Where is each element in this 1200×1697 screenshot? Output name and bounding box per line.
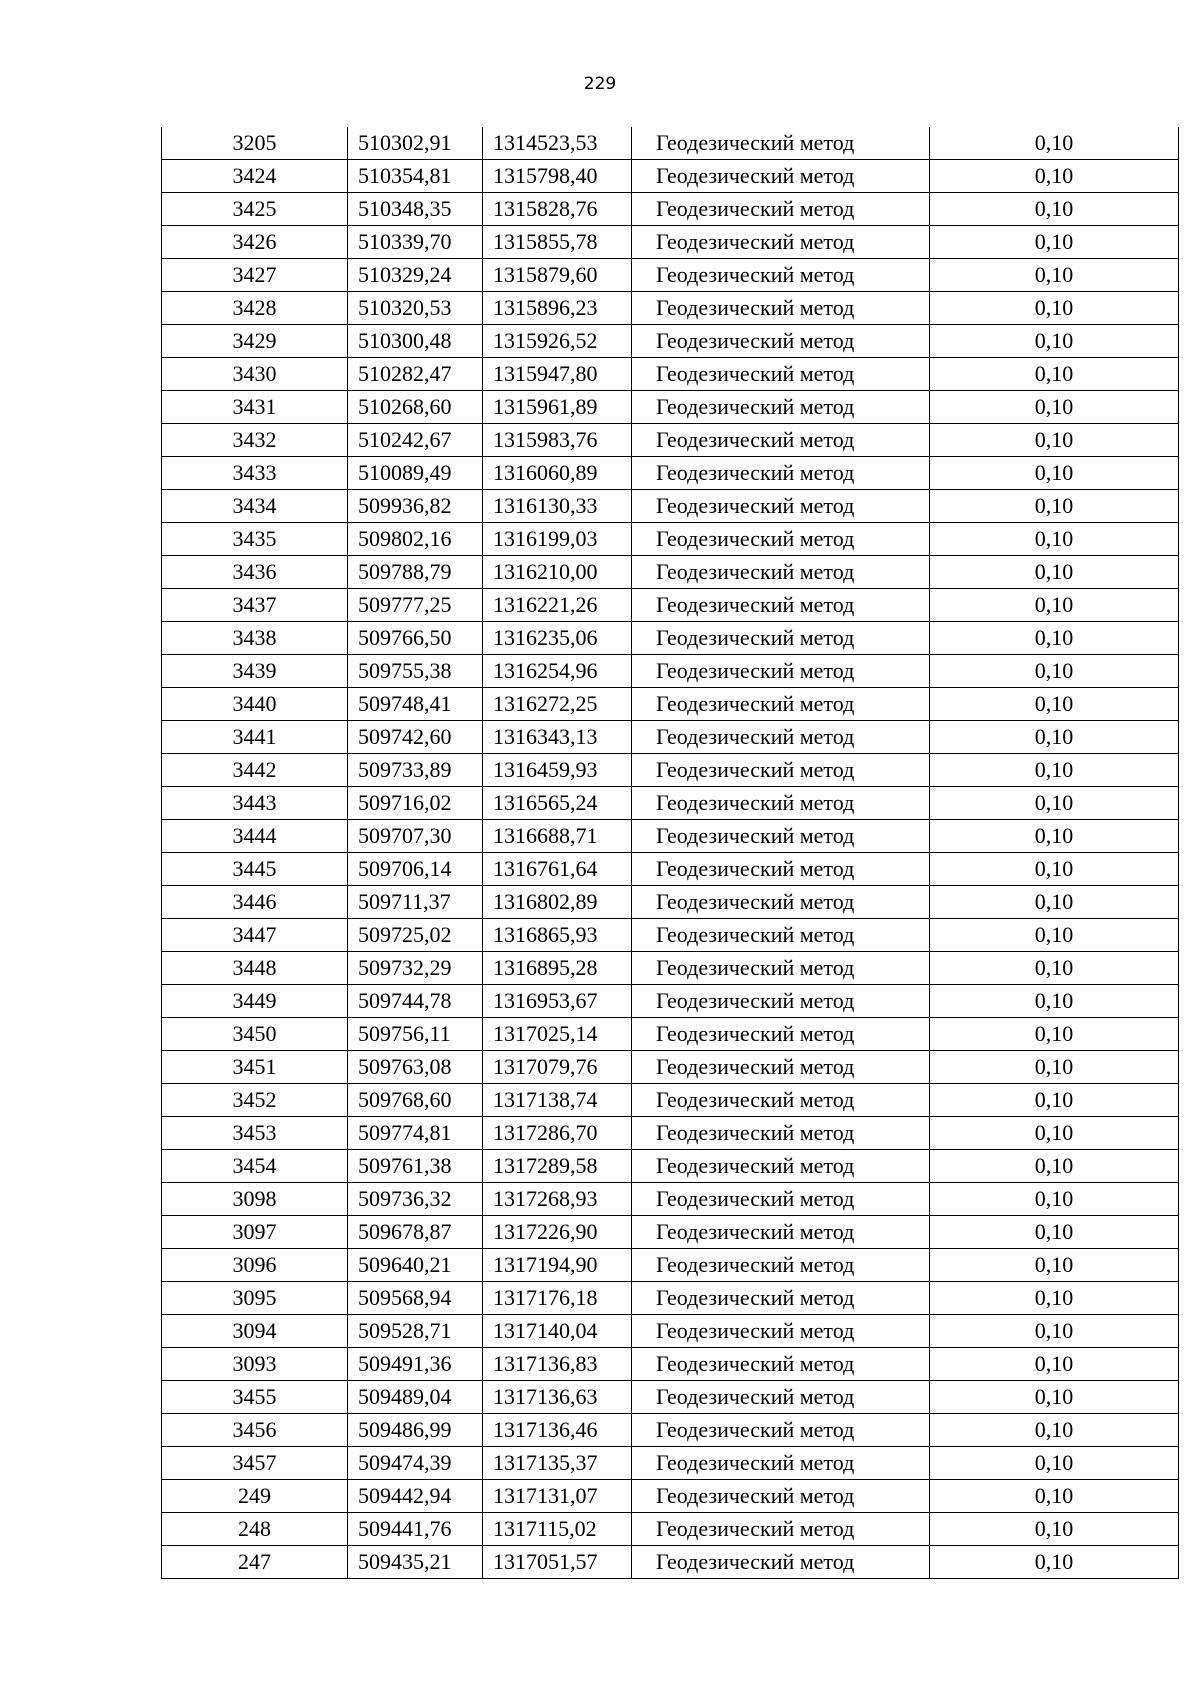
y-coordinate-cell: 1317136,46	[483, 1414, 632, 1447]
point-number-cell: 3431	[162, 391, 348, 424]
x-coordinate-cell: 509435,21	[348, 1546, 483, 1579]
table-row	[162, 622, 1179, 655]
x-coordinate-cell: 509777,25	[348, 589, 483, 622]
y-coordinate-cell: 1317131,07	[483, 1480, 632, 1513]
accuracy-cell: 0,10	[930, 1051, 1179, 1084]
point-number-cell: 3425	[162, 193, 348, 226]
accuracy-cell: 0,10	[930, 556, 1179, 589]
table-row	[162, 820, 1179, 853]
point-number-cell: 3437	[162, 589, 348, 622]
y-coordinate-cell: 1316221,26	[483, 589, 632, 622]
method-cell: Геодезический метод	[632, 1051, 930, 1084]
y-coordinate-cell: 1316343,13	[483, 721, 632, 754]
y-coordinate-cell: 1314523,53	[483, 127, 632, 160]
x-coordinate-cell: 509442,94	[348, 1480, 483, 1513]
method-cell: Геодезический метод	[632, 853, 930, 886]
table-row	[162, 1084, 1179, 1117]
accuracy-cell: 0,10	[930, 424, 1179, 457]
x-coordinate-cell: 509756,11	[348, 1018, 483, 1051]
x-coordinate-cell: 509802,16	[348, 523, 483, 556]
point-number-cell: 3440	[162, 688, 348, 721]
x-coordinate-cell: 510348,35	[348, 193, 483, 226]
method-cell: Геодезический метод	[632, 1282, 930, 1315]
point-number-cell: 3448	[162, 952, 348, 985]
y-coordinate-cell: 1316802,89	[483, 886, 632, 919]
point-number-cell: 3432	[162, 424, 348, 457]
x-coordinate-cell: 509725,02	[348, 919, 483, 952]
x-coordinate-cell: 509528,71	[348, 1315, 483, 1348]
x-coordinate-cell: 509766,50	[348, 622, 483, 655]
table-row	[162, 886, 1179, 919]
x-coordinate-cell: 509788,79	[348, 556, 483, 589]
point-number-cell: 3428	[162, 292, 348, 325]
method-cell: Геодезический метод	[632, 1348, 930, 1381]
point-number-cell: 3097	[162, 1216, 348, 1249]
accuracy-cell: 0,10	[930, 358, 1179, 391]
x-coordinate-cell: 509707,30	[348, 820, 483, 853]
y-coordinate-cell: 1316565,24	[483, 787, 632, 820]
y-coordinate-cell: 1316199,03	[483, 523, 632, 556]
point-number-cell: 3098	[162, 1183, 348, 1216]
x-coordinate-cell: 509711,37	[348, 886, 483, 919]
x-coordinate-cell: 509733,89	[348, 754, 483, 787]
table-row	[162, 688, 1179, 721]
accuracy-cell: 0,10	[930, 1315, 1179, 1348]
table-row	[162, 490, 1179, 523]
accuracy-cell: 0,10	[930, 1546, 1179, 1579]
table-row	[162, 655, 1179, 688]
method-cell: Геодезический метод	[632, 787, 930, 820]
x-coordinate-cell: 509768,60	[348, 1084, 483, 1117]
accuracy-cell: 0,10	[930, 1249, 1179, 1282]
point-number-cell: 3435	[162, 523, 348, 556]
point-number-cell: 3436	[162, 556, 348, 589]
point-number-cell: 3096	[162, 1249, 348, 1282]
method-cell: Геодезический метод	[632, 655, 930, 688]
method-cell: Геодезический метод	[632, 490, 930, 523]
accuracy-cell: 0,10	[930, 589, 1179, 622]
y-coordinate-cell: 1316895,28	[483, 952, 632, 985]
accuracy-cell: 0,10	[930, 193, 1179, 226]
table-row	[162, 424, 1179, 457]
point-number-cell: 3445	[162, 853, 348, 886]
point-number-cell: 3447	[162, 919, 348, 952]
point-number-cell: 3450	[162, 1018, 348, 1051]
table-row	[162, 1117, 1179, 1150]
table-row	[162, 325, 1179, 358]
point-number-cell: 247	[162, 1546, 348, 1579]
accuracy-cell: 0,10	[930, 259, 1179, 292]
y-coordinate-cell: 1315879,60	[483, 259, 632, 292]
y-coordinate-cell: 1317051,57	[483, 1546, 632, 1579]
point-number-cell: 3454	[162, 1150, 348, 1183]
y-coordinate-cell: 1315947,80	[483, 358, 632, 391]
table-row	[162, 1447, 1179, 1480]
x-coordinate-cell: 510329,24	[348, 259, 483, 292]
y-coordinate-cell: 1317176,18	[483, 1282, 632, 1315]
table-row	[162, 952, 1179, 985]
point-number-cell: 3441	[162, 721, 348, 754]
page-number: 229	[583, 74, 617, 94]
x-coordinate-cell: 510300,48	[348, 325, 483, 358]
accuracy-cell: 0,10	[930, 1480, 1179, 1513]
accuracy-cell: 0,10	[930, 1348, 1179, 1381]
x-coordinate-cell: 509742,60	[348, 721, 483, 754]
table-row	[162, 259, 1179, 292]
table-row	[162, 193, 1179, 226]
x-coordinate-cell: 509763,08	[348, 1051, 483, 1084]
method-cell: Геодезический метод	[632, 1381, 930, 1414]
method-cell: Геодезический метод	[632, 1084, 930, 1117]
accuracy-cell: 0,10	[930, 490, 1179, 523]
accuracy-cell: 0,10	[930, 688, 1179, 721]
point-number-cell: 3452	[162, 1084, 348, 1117]
point-number-cell: 3453	[162, 1117, 348, 1150]
table-row	[162, 1414, 1179, 1447]
method-cell: Геодезический метод	[632, 1216, 930, 1249]
accuracy-cell: 0,10	[930, 655, 1179, 688]
table-row	[162, 292, 1179, 325]
method-cell: Геодезический метод	[632, 622, 930, 655]
method-cell: Геодезический метод	[632, 1183, 930, 1216]
x-coordinate-cell: 510302,91	[348, 127, 483, 160]
point-number-cell: 3443	[162, 787, 348, 820]
accuracy-cell: 0,10	[930, 952, 1179, 985]
accuracy-cell: 0,10	[930, 1150, 1179, 1183]
accuracy-cell: 0,10	[930, 787, 1179, 820]
table-row	[162, 160, 1179, 193]
method-cell: Геодезический метод	[632, 127, 930, 160]
table-row	[162, 457, 1179, 490]
y-coordinate-cell: 1316953,67	[483, 985, 632, 1018]
method-cell: Геодезический метод	[632, 457, 930, 490]
method-cell: Геодезический метод	[632, 886, 930, 919]
table-row	[162, 919, 1179, 952]
y-coordinate-cell: 1316459,93	[483, 754, 632, 787]
table-row	[162, 226, 1179, 259]
method-cell: Геодезический метод	[632, 1447, 930, 1480]
y-coordinate-cell: 1315961,89	[483, 391, 632, 424]
y-coordinate-cell: 1317136,63	[483, 1381, 632, 1414]
point-number-cell: 3434	[162, 490, 348, 523]
table-row	[162, 1348, 1179, 1381]
y-coordinate-cell: 1317025,14	[483, 1018, 632, 1051]
accuracy-cell: 0,10	[930, 1513, 1179, 1546]
x-coordinate-cell: 509761,38	[348, 1150, 483, 1183]
method-cell: Геодезический метод	[632, 358, 930, 391]
point-number-cell: 3451	[162, 1051, 348, 1084]
method-cell: Геодезический метод	[632, 1249, 930, 1282]
method-cell: Геодезический метод	[632, 688, 930, 721]
x-coordinate-cell: 510268,60	[348, 391, 483, 424]
accuracy-cell: 0,10	[930, 325, 1179, 358]
table-row	[162, 1249, 1179, 1282]
x-coordinate-cell: 509706,14	[348, 853, 483, 886]
x-coordinate-cell: 509486,99	[348, 1414, 483, 1447]
point-number-cell: 3457	[162, 1447, 348, 1480]
method-cell: Геодезический метод	[632, 1150, 930, 1183]
table-row	[162, 721, 1179, 754]
x-coordinate-cell: 509568,94	[348, 1282, 483, 1315]
y-coordinate-cell: 1315798,40	[483, 160, 632, 193]
point-number-cell: 3444	[162, 820, 348, 853]
accuracy-cell: 0,10	[930, 1183, 1179, 1216]
table-row	[162, 1051, 1179, 1084]
method-cell: Геодезический метод	[632, 919, 930, 952]
y-coordinate-cell: 1317226,90	[483, 1216, 632, 1249]
table-row	[162, 1216, 1179, 1249]
x-coordinate-cell: 509441,76	[348, 1513, 483, 1546]
x-coordinate-cell: 509489,04	[348, 1381, 483, 1414]
x-coordinate-cell: 510354,81	[348, 160, 483, 193]
table-row	[162, 754, 1179, 787]
accuracy-cell: 0,10	[930, 523, 1179, 556]
x-coordinate-cell: 510339,70	[348, 226, 483, 259]
y-coordinate-cell: 1315926,52	[483, 325, 632, 358]
accuracy-cell: 0,10	[930, 820, 1179, 853]
x-coordinate-cell: 509774,81	[348, 1117, 483, 1150]
y-coordinate-cell: 1316060,89	[483, 457, 632, 490]
method-cell: Геодезический метод	[632, 325, 930, 358]
method-cell: Геодезический метод	[632, 259, 930, 292]
accuracy-cell: 0,10	[930, 985, 1179, 1018]
point-number-cell: 3424	[162, 160, 348, 193]
point-number-cell: 248	[162, 1513, 348, 1546]
point-number-cell: 3430	[162, 358, 348, 391]
accuracy-cell: 0,10	[930, 1018, 1179, 1051]
table-row	[162, 589, 1179, 622]
method-cell: Геодезический метод	[632, 1513, 930, 1546]
y-coordinate-cell: 1317135,37	[483, 1447, 632, 1480]
point-number-cell: 3093	[162, 1348, 348, 1381]
x-coordinate-cell: 509640,21	[348, 1249, 483, 1282]
y-coordinate-cell: 1315896,23	[483, 292, 632, 325]
point-number-cell: 249	[162, 1480, 348, 1513]
x-coordinate-cell: 510320,53	[348, 292, 483, 325]
y-coordinate-cell: 1316865,93	[483, 919, 632, 952]
table-row	[162, 1018, 1179, 1051]
accuracy-cell: 0,10	[930, 853, 1179, 886]
table-row	[162, 1513, 1179, 1546]
table-body	[162, 127, 1179, 1579]
method-cell: Геодезический метод	[632, 1414, 930, 1447]
x-coordinate-cell: 509732,29	[348, 952, 483, 985]
y-coordinate-cell: 1316688,71	[483, 820, 632, 853]
table-row	[162, 1381, 1179, 1414]
point-number-cell: 3442	[162, 754, 348, 787]
y-coordinate-cell: 1317268,93	[483, 1183, 632, 1216]
accuracy-cell: 0,10	[930, 1414, 1179, 1447]
point-number-cell: 3455	[162, 1381, 348, 1414]
x-coordinate-cell: 510282,47	[348, 358, 483, 391]
table-row	[162, 1480, 1179, 1513]
method-cell: Геодезический метод	[632, 226, 930, 259]
table-row	[162, 358, 1179, 391]
method-cell: Геодезический метод	[632, 1315, 930, 1348]
x-coordinate-cell: 509755,38	[348, 655, 483, 688]
x-coordinate-cell: 509678,87	[348, 1216, 483, 1249]
y-coordinate-cell: 1317138,74	[483, 1084, 632, 1117]
accuracy-cell: 0,10	[930, 886, 1179, 919]
accuracy-cell: 0,10	[930, 1282, 1179, 1315]
accuracy-cell: 0,10	[930, 754, 1179, 787]
accuracy-cell: 0,10	[930, 1084, 1179, 1117]
method-cell: Геодезический метод	[632, 952, 930, 985]
accuracy-cell: 0,10	[930, 1216, 1179, 1249]
point-number-cell: 3438	[162, 622, 348, 655]
point-number-cell: 3205	[162, 127, 348, 160]
table-row	[162, 1315, 1179, 1348]
accuracy-cell: 0,10	[930, 622, 1179, 655]
method-cell: Геодезический метод	[632, 424, 930, 457]
table-row	[162, 391, 1179, 424]
x-coordinate-cell: 510242,67	[348, 424, 483, 457]
table-row	[162, 127, 1179, 160]
method-cell: Геодезический метод	[632, 1546, 930, 1579]
y-coordinate-cell: 1316210,00	[483, 556, 632, 589]
x-coordinate-cell: 509744,78	[348, 985, 483, 1018]
y-coordinate-cell: 1316235,06	[483, 622, 632, 655]
point-number-cell: 3433	[162, 457, 348, 490]
method-cell: Геодезический метод	[632, 985, 930, 1018]
accuracy-cell: 0,10	[930, 160, 1179, 193]
accuracy-cell: 0,10	[930, 1117, 1179, 1150]
method-cell: Геодезический метод	[632, 292, 930, 325]
y-coordinate-cell: 1317079,76	[483, 1051, 632, 1084]
point-number-cell: 3446	[162, 886, 348, 919]
method-cell: Геодезический метод	[632, 1018, 930, 1051]
accuracy-cell: 0,10	[930, 457, 1179, 490]
method-cell: Геодезический метод	[632, 1117, 930, 1150]
x-coordinate-cell: 509936,82	[348, 490, 483, 523]
y-coordinate-cell: 1317140,04	[483, 1315, 632, 1348]
point-number-cell: 3456	[162, 1414, 348, 1447]
table-row	[162, 556, 1179, 589]
y-coordinate-cell: 1317115,02	[483, 1513, 632, 1546]
table-row	[162, 787, 1179, 820]
point-number-cell: 3439	[162, 655, 348, 688]
accuracy-cell: 0,10	[930, 127, 1179, 160]
method-cell: Геодезический метод	[632, 820, 930, 853]
y-coordinate-cell: 1315828,76	[483, 193, 632, 226]
x-coordinate-cell: 509716,02	[348, 787, 483, 820]
y-coordinate-cell: 1316272,25	[483, 688, 632, 721]
y-coordinate-cell: 1317289,58	[483, 1150, 632, 1183]
y-coordinate-cell: 1317286,70	[483, 1117, 632, 1150]
table-row	[162, 1150, 1179, 1183]
accuracy-cell: 0,10	[930, 226, 1179, 259]
accuracy-cell: 0,10	[930, 919, 1179, 952]
table-row	[162, 985, 1179, 1018]
method-cell: Геодезический метод	[632, 391, 930, 424]
point-number-cell: 3449	[162, 985, 348, 1018]
point-number-cell: 3427	[162, 259, 348, 292]
x-coordinate-cell: 510089,49	[348, 457, 483, 490]
y-coordinate-cell: 1315983,76	[483, 424, 632, 457]
accuracy-cell: 0,10	[930, 1381, 1179, 1414]
x-coordinate-cell: 509748,41	[348, 688, 483, 721]
coordinates-table	[161, 127, 1179, 1579]
accuracy-cell: 0,10	[930, 721, 1179, 754]
y-coordinate-cell: 1315855,78	[483, 226, 632, 259]
table-row	[162, 1546, 1179, 1579]
method-cell: Геодезический метод	[632, 754, 930, 787]
method-cell: Геодезический метод	[632, 589, 930, 622]
method-cell: Геодезический метод	[632, 193, 930, 226]
table-row	[162, 1282, 1179, 1315]
point-number-cell: 3094	[162, 1315, 348, 1348]
method-cell: Геодезический метод	[632, 160, 930, 193]
table-row	[162, 523, 1179, 556]
method-cell: Геодезический метод	[632, 556, 930, 589]
x-coordinate-cell: 509736,32	[348, 1183, 483, 1216]
method-cell: Геодезический метод	[632, 1480, 930, 1513]
x-coordinate-cell: 509491,36	[348, 1348, 483, 1381]
method-cell: Геодезический метод	[632, 523, 930, 556]
method-cell: Геодезический метод	[632, 721, 930, 754]
table-row	[162, 1183, 1179, 1216]
y-coordinate-cell: 1316130,33	[483, 490, 632, 523]
y-coordinate-cell: 1317194,90	[483, 1249, 632, 1282]
accuracy-cell: 0,10	[930, 391, 1179, 424]
point-number-cell: 3095	[162, 1282, 348, 1315]
point-number-cell: 3429	[162, 325, 348, 358]
y-coordinate-cell: 1316254,96	[483, 655, 632, 688]
x-coordinate-cell: 509474,39	[348, 1447, 483, 1480]
accuracy-cell: 0,10	[930, 292, 1179, 325]
table-row	[162, 853, 1179, 886]
point-number-cell: 3426	[162, 226, 348, 259]
y-coordinate-cell: 1317136,83	[483, 1348, 632, 1381]
y-coordinate-cell: 1316761,64	[483, 853, 632, 886]
accuracy-cell: 0,10	[930, 1447, 1179, 1480]
